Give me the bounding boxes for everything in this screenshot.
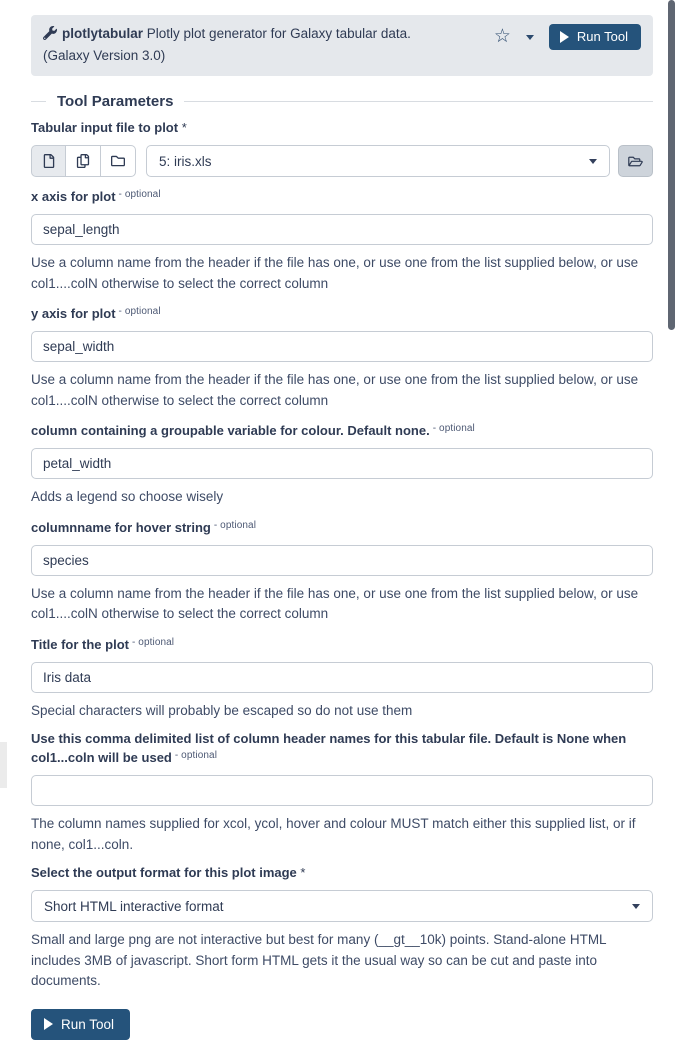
tool-header-actions: [494, 23, 641, 50]
required-asterisk: *: [181, 120, 187, 135]
caret-down-icon: [632, 904, 640, 909]
field-output-format: [31, 864, 653, 992]
tool-header-text: [43, 23, 411, 67]
browse-datasets-button[interactable]: [618, 145, 653, 177]
vertical-scrollbar-thumb[interactable]: [668, 0, 675, 330]
section-title: Tool Parameters: [57, 93, 174, 110]
field-hovercol: [31, 517, 653, 625]
file-icon: [42, 154, 56, 168]
star-icon[interactable]: ☆: [493, 26, 511, 47]
optional-tag: - optional: [118, 306, 161, 317]
wrench-icon: [43, 26, 62, 41]
title-input[interactable]: [31, 662, 653, 693]
field-label: Tabular input file to plot *: [31, 120, 187, 135]
caret-down-icon[interactable]: [526, 35, 534, 40]
ycol-input[interactable]: [31, 331, 653, 362]
tool-parameters-section: [31, 93, 653, 110]
dataset-select[interactable]: [146, 145, 610, 177]
play-icon: [44, 1018, 53, 1030]
left-edge-artifact: [0, 742, 7, 788]
colourcol-input[interactable]: [31, 448, 653, 479]
xcol-input[interactable]: [31, 214, 653, 245]
field-help: Adds a legend so choose wisely: [31, 489, 224, 504]
optional-tag: - optional: [213, 519, 257, 531]
field-label: Select the output format for this plot image *: [31, 865, 306, 880]
field-colourcol: [31, 420, 653, 508]
field-help: Special characters will probably be escaped so do not use them: [31, 702, 413, 718]
output-format-value: Short HTML interactive format: [44, 898, 224, 914]
run-tool-button-top[interactable]: [549, 24, 641, 50]
run-tool-label: Run Tool: [576, 29, 628, 44]
dataset-collection-button[interactable]: [101, 145, 136, 177]
field-xcol: [31, 186, 653, 294]
optional-tag: - optional: [131, 636, 175, 648]
field-help: Small and large png are not interactive but best for many (__gt__10k) points. Stand-alone HTML includes 3MB of javascript. Short form HTML gets it the usual way so can be cut and paste into documents.: [31, 932, 607, 988]
section-divider-left: [31, 101, 46, 102]
field-help: Use a column name from the header if the file has one, or use one from the list supplied below, or use col1....colN otherwise to select the correct column: [31, 255, 639, 291]
caret-down-icon: [589, 159, 597, 164]
tool-header-card: [31, 15, 653, 76]
required-asterisk: *: [300, 865, 306, 880]
tool-form: [31, 15, 653, 1040]
dataset-source-button-group: [31, 145, 136, 177]
optional-tag: - optional: [174, 750, 218, 761]
field-help: The column names supplied for xcol, ycol, hover and colour MUST match either this supplied list, or if none, col1...coln.: [31, 816, 636, 852]
field-label: Title for the plot $^{- optional}$: [31, 636, 175, 652]
field-help: Use a column name from the header if the file has one, or use one from the list supplied below, or use col1....colN otherwise to select the correct column: [31, 585, 639, 621]
folder-open-icon: [628, 155, 643, 168]
multiple-datasets-button[interactable]: [66, 145, 101, 177]
run-tool-label: Run Tool: [61, 1016, 115, 1032]
single-dataset-button[interactable]: [31, 145, 66, 177]
tool-name: plotlytabular: [62, 26, 144, 41]
optional-tag: - optional: [118, 189, 161, 200]
field-header-names: [31, 730, 653, 855]
field-help: Use a column name from the header if the file has one, or use one from the list supplied below, or use col1....colN otherwise to select the correct column: [31, 372, 639, 408]
play-icon: [560, 31, 569, 43]
section-divider-right: [184, 101, 653, 102]
dataset-picker-row: [31, 145, 653, 177]
field-label: column containing a groupable variable for colour. Default none. $^{- optional}$: [31, 423, 475, 438]
optional-tag: - optional: [432, 423, 475, 434]
hovercol-input[interactable]: [31, 545, 653, 576]
tool-description: Plotly plot generator for Galaxy tabular data.: [146, 26, 411, 41]
field-label: x axis for plot $^{- optional}$: [31, 189, 161, 204]
field-input-file: [31, 119, 653, 177]
run-tool-button-bottom[interactable]: [31, 1009, 130, 1040]
header-names-input[interactable]: [31, 775, 653, 806]
folder-icon: [111, 154, 125, 168]
copy-icon: [76, 154, 90, 168]
dataset-select-value: 5: iris.xls: [159, 153, 212, 169]
tool-version: (Galaxy Version 3.0): [43, 48, 166, 63]
field-ycol: [31, 303, 653, 411]
field-title: [31, 634, 653, 722]
field-label: y axis for plot $^{- optional}$: [31, 306, 161, 321]
footer: [31, 1009, 653, 1040]
field-label: columnname for hover string $^{- optional}$: [31, 519, 257, 535]
output-format-select[interactable]: [31, 890, 653, 922]
field-label: Use this comma delimited list of column header names for this tabular file. Default is None when col1...coln will be used $^{- optional}$: [31, 731, 627, 765]
